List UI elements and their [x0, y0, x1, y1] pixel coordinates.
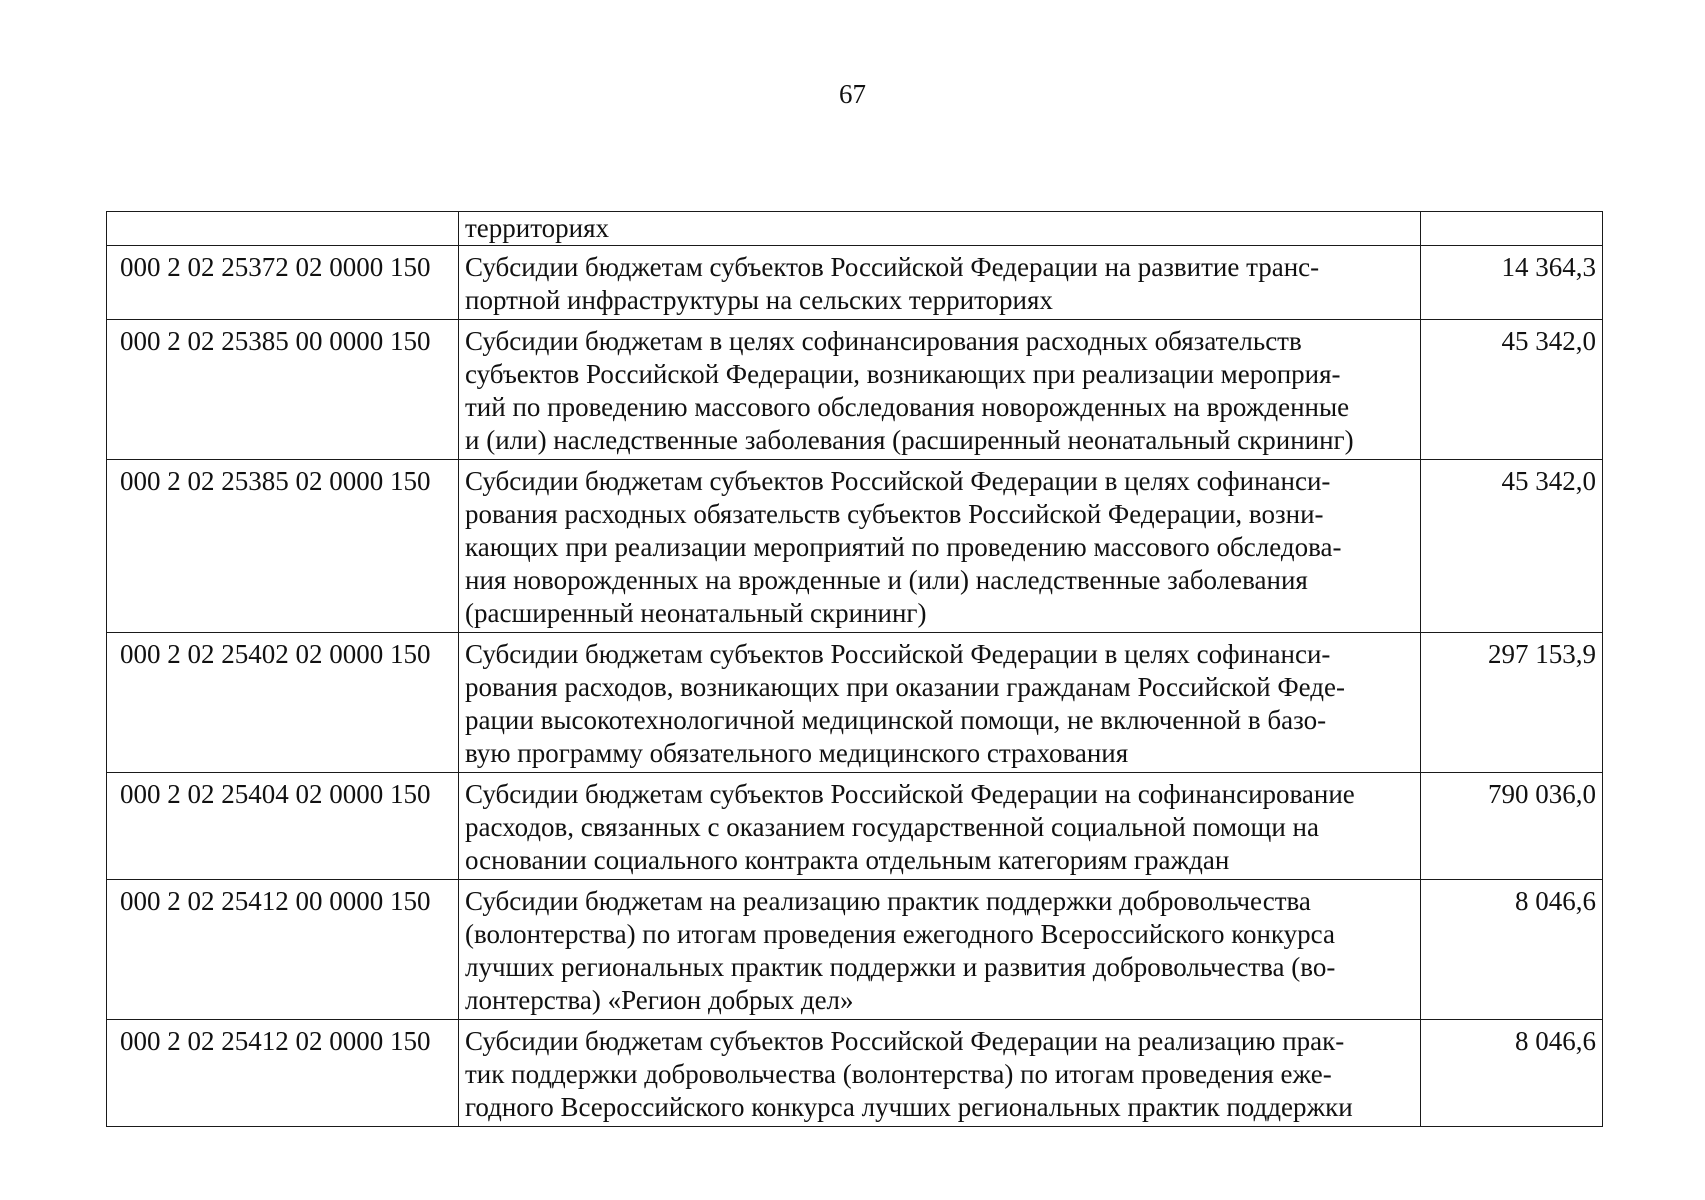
amount-cell: 8 046,6 — [1421, 880, 1603, 1020]
description-line: годного Всероссийского конкурса лучших региональных практик поддержки — [465, 1092, 1353, 1122]
table-row — [107, 320, 1603, 460]
page-number: 67 — [839, 79, 866, 109]
budget-code-cell: 000 2 02 25402 02 0000 150 — [107, 633, 459, 773]
description-line: Субсидии бюджетам на реализацию практик поддержки добровольчества — [465, 886, 1311, 916]
description-line: вую программу обязательного медицинского страхования — [465, 738, 1129, 768]
budget-code-cell — [107, 212, 459, 246]
description-line: рации высокотехнологичной медицинской помощи, не включенной в базо- — [465, 705, 1327, 735]
description-line: лучших региональных практик поддержки и развития добровольчества (во- — [465, 952, 1336, 982]
description-line: Субсидии бюджетам субъектов Российской Федерации на софинансирование — [465, 779, 1355, 809]
description-cell — [459, 320, 1421, 460]
description-line: Субсидии бюджетам субъектов Российской Федерации в целях софинанси- — [465, 639, 1331, 669]
description-cell — [459, 773, 1421, 880]
description-cell — [459, 880, 1421, 1020]
description-line: территориях — [465, 213, 610, 243]
description-line: кающих при реализации мероприятий по проведению массового обследова- — [465, 532, 1342, 562]
amount-cell — [1421, 212, 1603, 246]
amount-cell: 45 342,0 — [1421, 320, 1603, 460]
description-cell — [459, 1020, 1421, 1127]
table-row — [107, 212, 1603, 246]
amount-cell: 8 046,6 — [1421, 1020, 1603, 1127]
amount-cell: 790 036,0 — [1421, 773, 1603, 880]
amount-cell: 297 153,9 — [1421, 633, 1603, 773]
description-line: Субсидии бюджетам в целях софинансирования расходных обязательств — [465, 326, 1302, 356]
description-line: субъектов Российской Федерации, возникающих при реализации мероприя- — [465, 359, 1341, 389]
budget-code-cell: 000 2 02 25412 00 0000 150 — [107, 880, 459, 1020]
description-cell — [459, 212, 1421, 246]
description-line: и (или) наследственные заболевания (расширенный неонатальный скрининг) — [465, 425, 1354, 455]
amount-cell: 14 364,3 — [1421, 246, 1603, 320]
description-line: (расширенный неонатальный скрининг) — [465, 598, 927, 628]
table-row — [107, 773, 1603, 880]
table-row — [107, 880, 1603, 1020]
description-cell — [459, 633, 1421, 773]
description-line: тик поддержки добровольчества (волонтерства) по итогам проведения еже- — [465, 1059, 1332, 1089]
table-body — [107, 212, 1603, 1127]
table-row — [107, 633, 1603, 773]
table-row — [107, 246, 1603, 320]
description-line: Субсидии бюджетам субъектов Российской Федерации в целях софинанси- — [465, 466, 1331, 496]
description-line: рования расходов, возникающих при оказании гражданам Российской Феде- — [465, 672, 1345, 702]
description-line: основании социального контракта отдельным категориям граждан — [465, 845, 1230, 875]
description-cell — [459, 246, 1421, 320]
budget-table — [106, 211, 1603, 1127]
description-line: лонтерства) «Регион добрых дел» — [465, 985, 854, 1015]
description-line: портной инфраструктуры на сельских территориях — [465, 285, 1053, 315]
budget-code-cell: 000 2 02 25372 02 0000 150 — [107, 246, 459, 320]
amount-cell: 45 342,0 — [1421, 460, 1603, 633]
budget-code-cell: 000 2 02 25412 02 0000 150 — [107, 1020, 459, 1127]
budget-code-cell: 000 2 02 25404 02 0000 150 — [107, 773, 459, 880]
description-cell — [459, 460, 1421, 633]
description-line: расходов, связанных с оказанием государственной социальной помощи на — [465, 812, 1319, 842]
description-line: Субсидии бюджетам субъектов Российской Федерации на реализацию прак- — [465, 1026, 1345, 1056]
description-line: рования расходных обязательств субъектов Российской Федерации, возни- — [465, 499, 1324, 529]
description-line: (волонтерства) по итогам проведения ежегодного Всероссийского конкурса — [465, 919, 1335, 949]
description-line: тий по проведению массового обследования новорожденных на врожденные — [465, 392, 1350, 422]
budget-code-cell: 000 2 02 25385 00 0000 150 — [107, 320, 459, 460]
table-row — [107, 1020, 1603, 1127]
description-line: ния новорожденных на врожденные и (или) наследственные заболевания — [465, 565, 1308, 595]
budget-code-cell: 000 2 02 25385 02 0000 150 — [107, 460, 459, 633]
table-row — [107, 460, 1603, 633]
description-line: Субсидии бюджетам субъектов Российской Федерации на развитие транс- — [465, 252, 1320, 282]
